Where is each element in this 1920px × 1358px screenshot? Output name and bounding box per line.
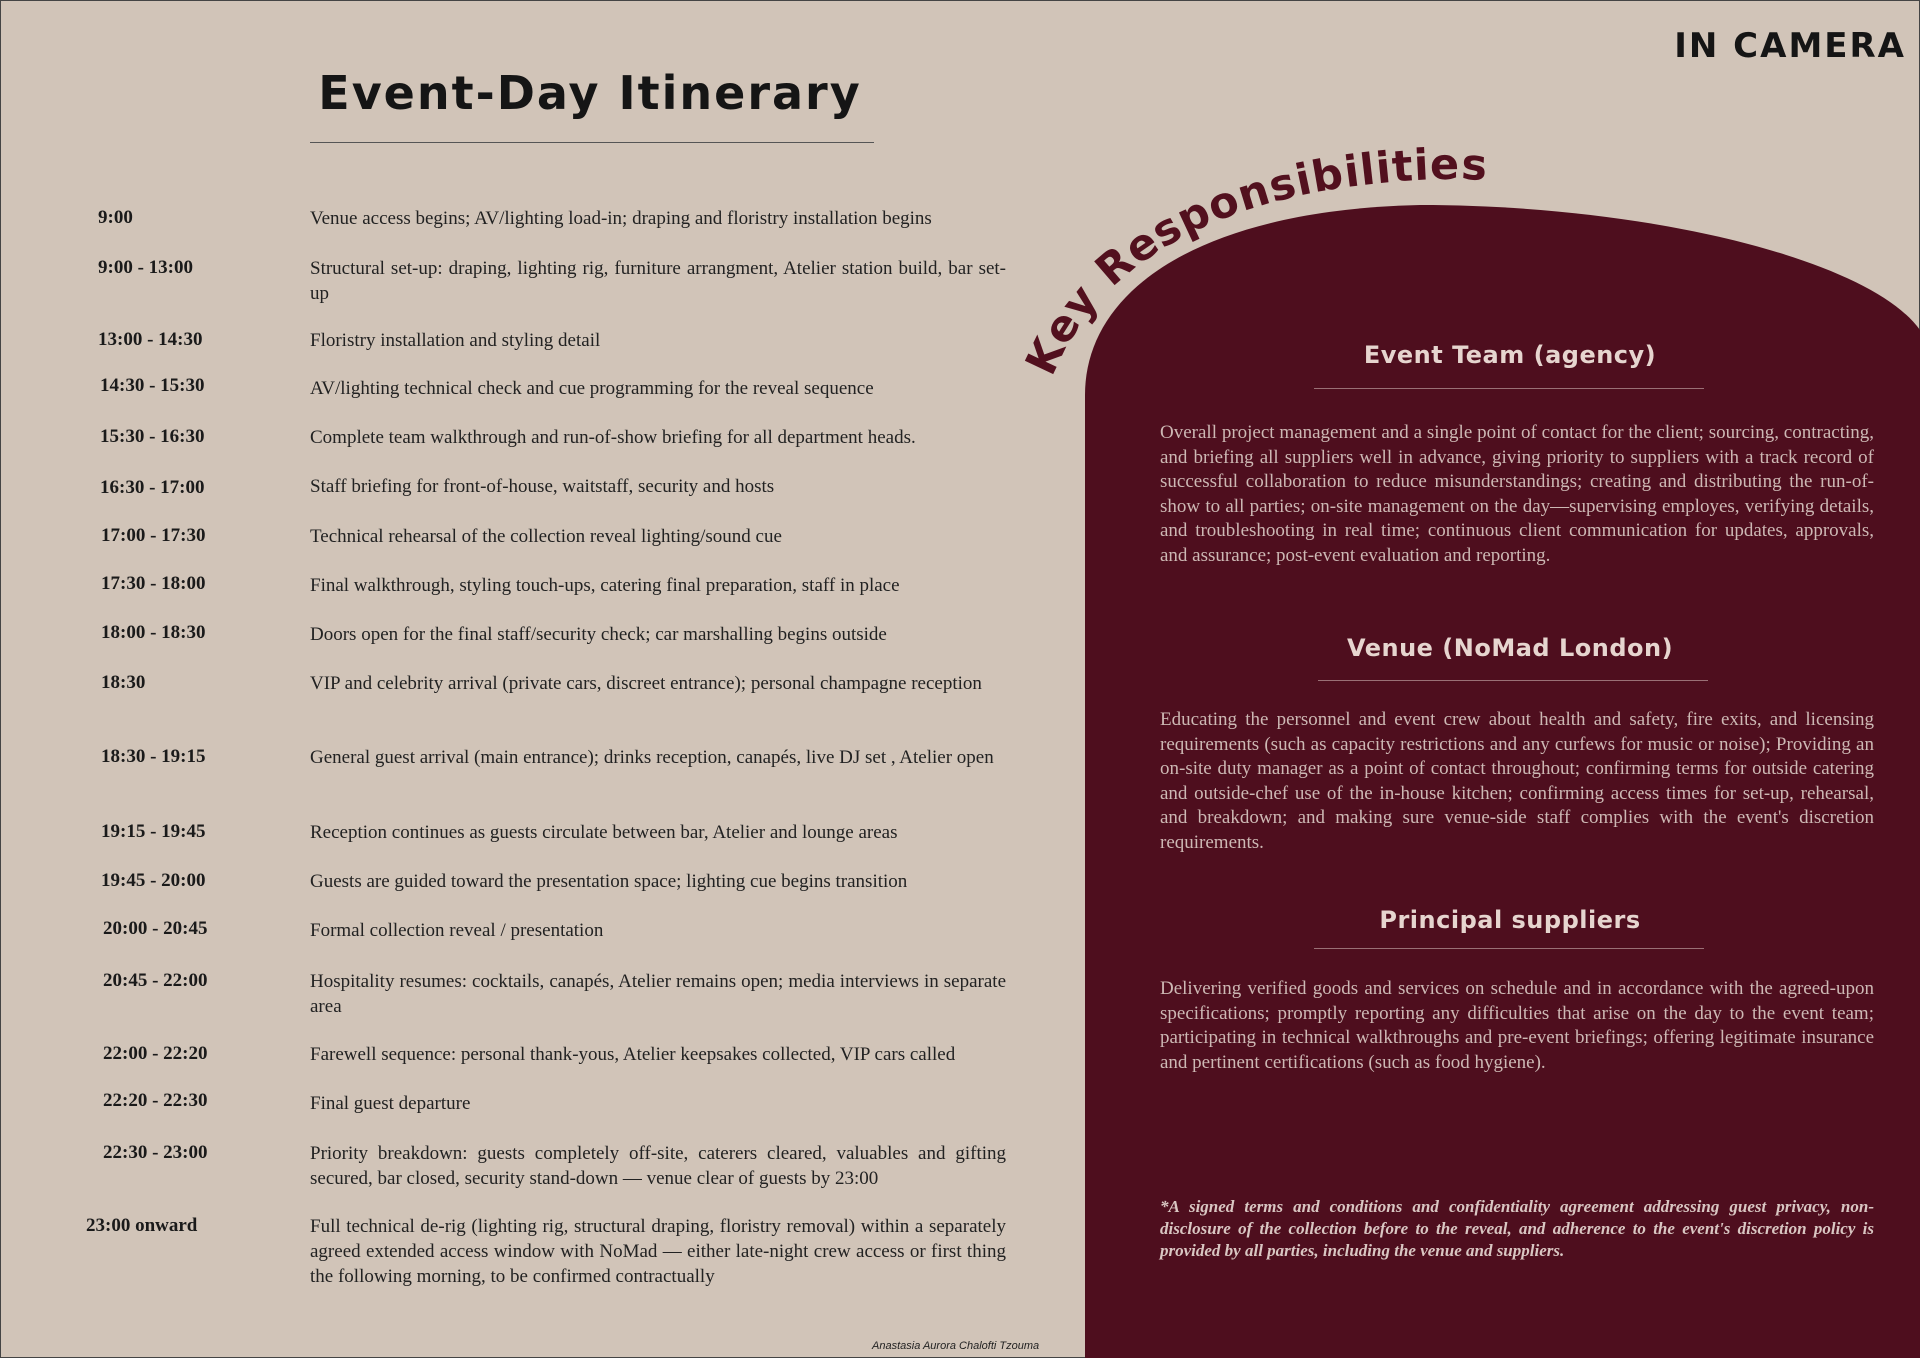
section-body-event-team: Overall project management and a single point of contact for the client; sourcing, contracting, and briefing all suppliers well in advance, giving priority to suppliers with a track record of successful collaboration to reduce misunderstandings; creating and distributing the run-of-show to all parties; on-site management on the day—supervising employes, verifying details, and troubleshooting in real time; continuous client communication for updates, approvals, and assurance; post-event evaluation and reporting. — [1160, 422, 1874, 566]
itinerary-time: 20:00 - 20:45 — [103, 918, 208, 939]
itinerary-description: Hospitality resumes: cocktails, canapés, Atelier remains open; media interviews in separate area — [310, 971, 1006, 1017]
itinerary-description: Farewell sequence: personal thank-yous, Atelier keepsakes collected, VIP cars called — [310, 1044, 956, 1065]
itinerary-time: 16:30 - 17:00 — [100, 477, 205, 498]
itinerary-description: Reception continues as guests circulate between bar, Atelier and lounge areas — [310, 822, 898, 843]
itinerary-time: 19:45 - 20:00 — [101, 870, 206, 891]
itinerary-description: AV/lighting technical check and cue programming for the reveal sequence — [310, 378, 874, 399]
itinerary-time: 23:00 onward — [86, 1215, 198, 1236]
itinerary-time: 22:30 - 23:00 — [103, 1142, 208, 1163]
section-title-event-team: Event Team (agency) — [1363, 341, 1657, 369]
itinerary-description: Structural set-up: draping, lighting rig, furniture arrangment, Atelier station build, bar set-up — [310, 258, 1006, 304]
itinerary-description: Technical rehearsal of the collection reveal lighting/sound cue — [310, 526, 782, 547]
itinerary-description: Doors open for the final staff/security check; car marshalling begins outside — [310, 624, 887, 645]
responsibilities-heading: Key Responsibilities — [1016, 139, 1490, 383]
itinerary-time: 20:45 - 22:00 — [103, 970, 208, 991]
itinerary-time: 17:00 - 17:30 — [101, 525, 206, 546]
itinerary-description: Staff briefing for front-of-house, waitstaff, security and hosts — [310, 476, 775, 497]
itinerary-time: 22:00 - 22:20 — [103, 1043, 208, 1064]
section-title-venue: Venue (NoMad London) — [1346, 634, 1674, 662]
itinerary-description: Guests are guided toward the presentation space; lighting cue begins transition — [310, 871, 908, 892]
itinerary-title: Event-Day Itinerary — [318, 66, 862, 120]
itinerary-description: Venue access begins; AV/lighting load-in; draping and floristry installation begins — [310, 208, 932, 229]
author-credit: Anastasia Aurora Chalofti Tzouma — [872, 1340, 1040, 1352]
itinerary-description: Floristry installation and styling detail — [310, 330, 601, 351]
section-divider — [1314, 388, 1704, 389]
itinerary-time: 14:30 - 15:30 — [100, 375, 205, 396]
itinerary-time: 18:30 - 19:15 — [101, 746, 206, 767]
itinerary-description: Final walkthrough, styling touch-ups, catering final preparation, staff in place — [310, 575, 900, 596]
itinerary-description: Formal collection reveal / presentation — [310, 920, 604, 941]
section-divider — [1314, 948, 1704, 949]
section-body-suppliers: Delivering verified goods and services on schedule and in accordance with the agreed-upon specifications; promptly reporting any difficulties that arise on the day to the event team; participating in technical walkthroughs and pre-event briefings; offering legitimate insurance and pertinent certifications (such as food hygiene). — [1160, 978, 1874, 1073]
section-divider — [1318, 680, 1708, 681]
itinerary-time: 22:20 - 22:30 — [103, 1090, 208, 1111]
itinerary-description: Complete team walkthrough and run-of-show briefing for all department heads. — [310, 427, 916, 448]
itinerary-time: 13:00 - 14:30 — [98, 329, 203, 350]
itinerary-time: 19:15 - 19:45 — [101, 821, 206, 842]
itinerary-time: 9:00 - 13:00 — [98, 257, 193, 278]
itinerary-description: Final guest departure — [310, 1093, 471, 1114]
itinerary-description: General guest arrival (main entrance); drinks reception, canapés, live DJ set , Atelier open — [310, 747, 994, 768]
itinerary-time: 9:00 — [98, 207, 133, 228]
section-body-venue: Educating the personnel and event crew about health and safety, fire exits, and licensing requirements (such as capacity restrictions and any curfews for music or noise); Providing an on-site duty manager as a point of contact throughout; confirming terms for outside catering and outside-chef use of the in-house kitchen; confirming access times for set-up, rehearsal, and breakdown; and making sure venue-side staff complies with the event's discretion requirements. — [1160, 709, 1874, 853]
itinerary-description: VIP and celebrity arrival (private cars, discreet entrance); personal champagne reception — [310, 673, 982, 694]
itinerary-description: Full technical de-rig (lighting rig, structural draping, floristry removal) within a separately agreed extended access window with NoMad — either late-night crew access or first thing the following morning, to be confirmed contractually — [310, 1216, 1006, 1287]
brand-logo: IN CAMERA — [1674, 26, 1906, 66]
itinerary-time: 15:30 - 16:30 — [100, 426, 205, 447]
title-divider — [310, 142, 874, 143]
section-title-suppliers: Principal suppliers — [1379, 906, 1641, 934]
itinerary-time: 18:30 — [101, 672, 146, 693]
confidentiality-footnote: *A signed terms and conditions and confidentiality agreement addressing guest privacy, non-disclosure of the collection before to the reveal, and adherence to the event's discretion policy is provided by all parties, including the venue and suppliers. — [1160, 1197, 1874, 1260]
itinerary-description: Priority breakdown: guests completely off-site, caterers cleared, valuables and gifting secured, bar closed, security stand-down — venue clear of guests by 23:00 — [310, 1143, 1006, 1189]
itinerary-time: 18:00 - 18:30 — [101, 622, 206, 643]
itinerary-time: 17:30 - 18:00 — [101, 573, 206, 594]
